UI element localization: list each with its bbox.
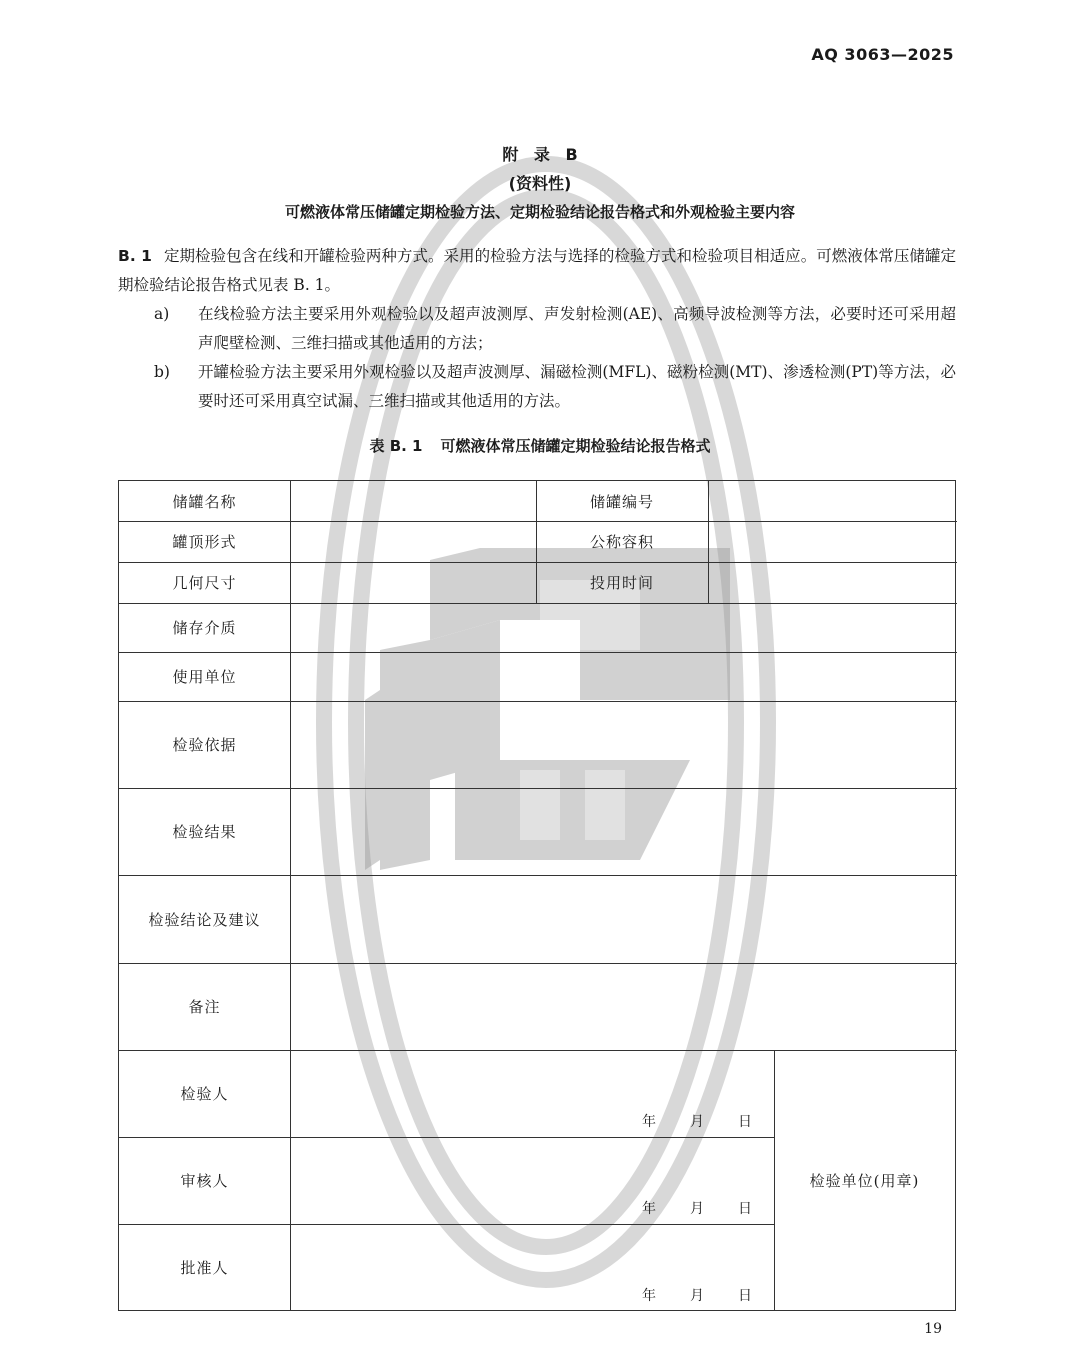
list-text: 在线检验方法主要采用外观检验以及超声波测厚、声发射检测(AE)、高频导波检测等方法，必要时还可采用超声爬壁检测、三维扫描或其他适用的方法； <box>198 305 956 352</box>
label-nominal-capacity: 公称容积 <box>589 533 654 551</box>
table-caption-number: 表 B. 1 <box>369 437 423 455</box>
appendix-nature: (资料性) <box>508 174 572 193</box>
date-day: 日 <box>738 1288 752 1304</box>
date-day: 日 <box>738 1201 752 1217</box>
list-text: 开罐检验方法主要采用外观检验以及超声波测厚、漏磁检测(MFL)、磁粉检测(MT)、渗透检测(PT)等方法，必要时还可采用真空试漏、三维扫描或其他适用的方法。 <box>198 363 956 410</box>
label-stored-medium: 储存介质 <box>172 619 237 637</box>
date-day: 日 <box>738 1114 752 1130</box>
date-year: 年 <box>642 1114 656 1130</box>
date-month: 月 <box>690 1288 704 1304</box>
list-marker: a) <box>154 305 170 323</box>
appendix-title: 附 录 B <box>502 145 578 164</box>
date-line-inspector <box>642 1111 752 1131</box>
report-table <box>118 480 956 1311</box>
label-tank-name: 储罐名称 <box>172 492 237 511</box>
list-marker: b) <box>154 363 170 381</box>
date-year: 年 <box>642 1288 656 1304</box>
date-year: 年 <box>642 1201 656 1217</box>
appendix-subtitle: 可燃液体常压储罐定期检验方法、定期检验结论报告格式和外观检验主要内容 <box>284 203 795 221</box>
label-user-unit: 使用单位 <box>172 668 237 686</box>
table-caption-title: 可燃液体常压储罐定期检验结论报告格式 <box>440 437 711 455</box>
label-dimensions: 几何尺寸 <box>172 574 237 592</box>
label-tank-number: 储罐编号 <box>589 492 654 511</box>
page-number: 19 <box>924 1321 942 1337</box>
date-month: 月 <box>690 1114 704 1130</box>
label-remarks: 备注 <box>188 998 221 1016</box>
date-line-reviewer <box>642 1198 752 1218</box>
label-in-service-time: 投用时间 <box>589 574 654 592</box>
section-text: 定期检验包含在线和开罐检验两种方式。采用的检验方法与选择的检验方式和检验项目相适应。可燃液体常压储罐定期检验结论报告格式见表 B. 1。 <box>118 247 956 294</box>
date-month: 月 <box>690 1201 704 1217</box>
section-number: B. 1 <box>118 247 152 265</box>
label-conclusion: 检验结论及建议 <box>148 910 261 929</box>
section-b1 <box>118 242 956 300</box>
label-reviewer: 审核人 <box>180 1172 229 1190</box>
label-roof-type: 罐顶形式 <box>172 533 237 551</box>
date-line-approver <box>642 1285 752 1305</box>
table-caption <box>0 435 1080 456</box>
label-inspection-unit: 检验单位(用章) <box>809 1171 920 1190</box>
label-approver: 批准人 <box>180 1258 229 1277</box>
label-basis: 检验依据 <box>172 736 237 754</box>
standard-code: AQ 3063—2025 <box>811 45 954 64</box>
label-result: 检验结果 <box>172 823 237 841</box>
label-inspector: 检验人 <box>180 1085 229 1103</box>
